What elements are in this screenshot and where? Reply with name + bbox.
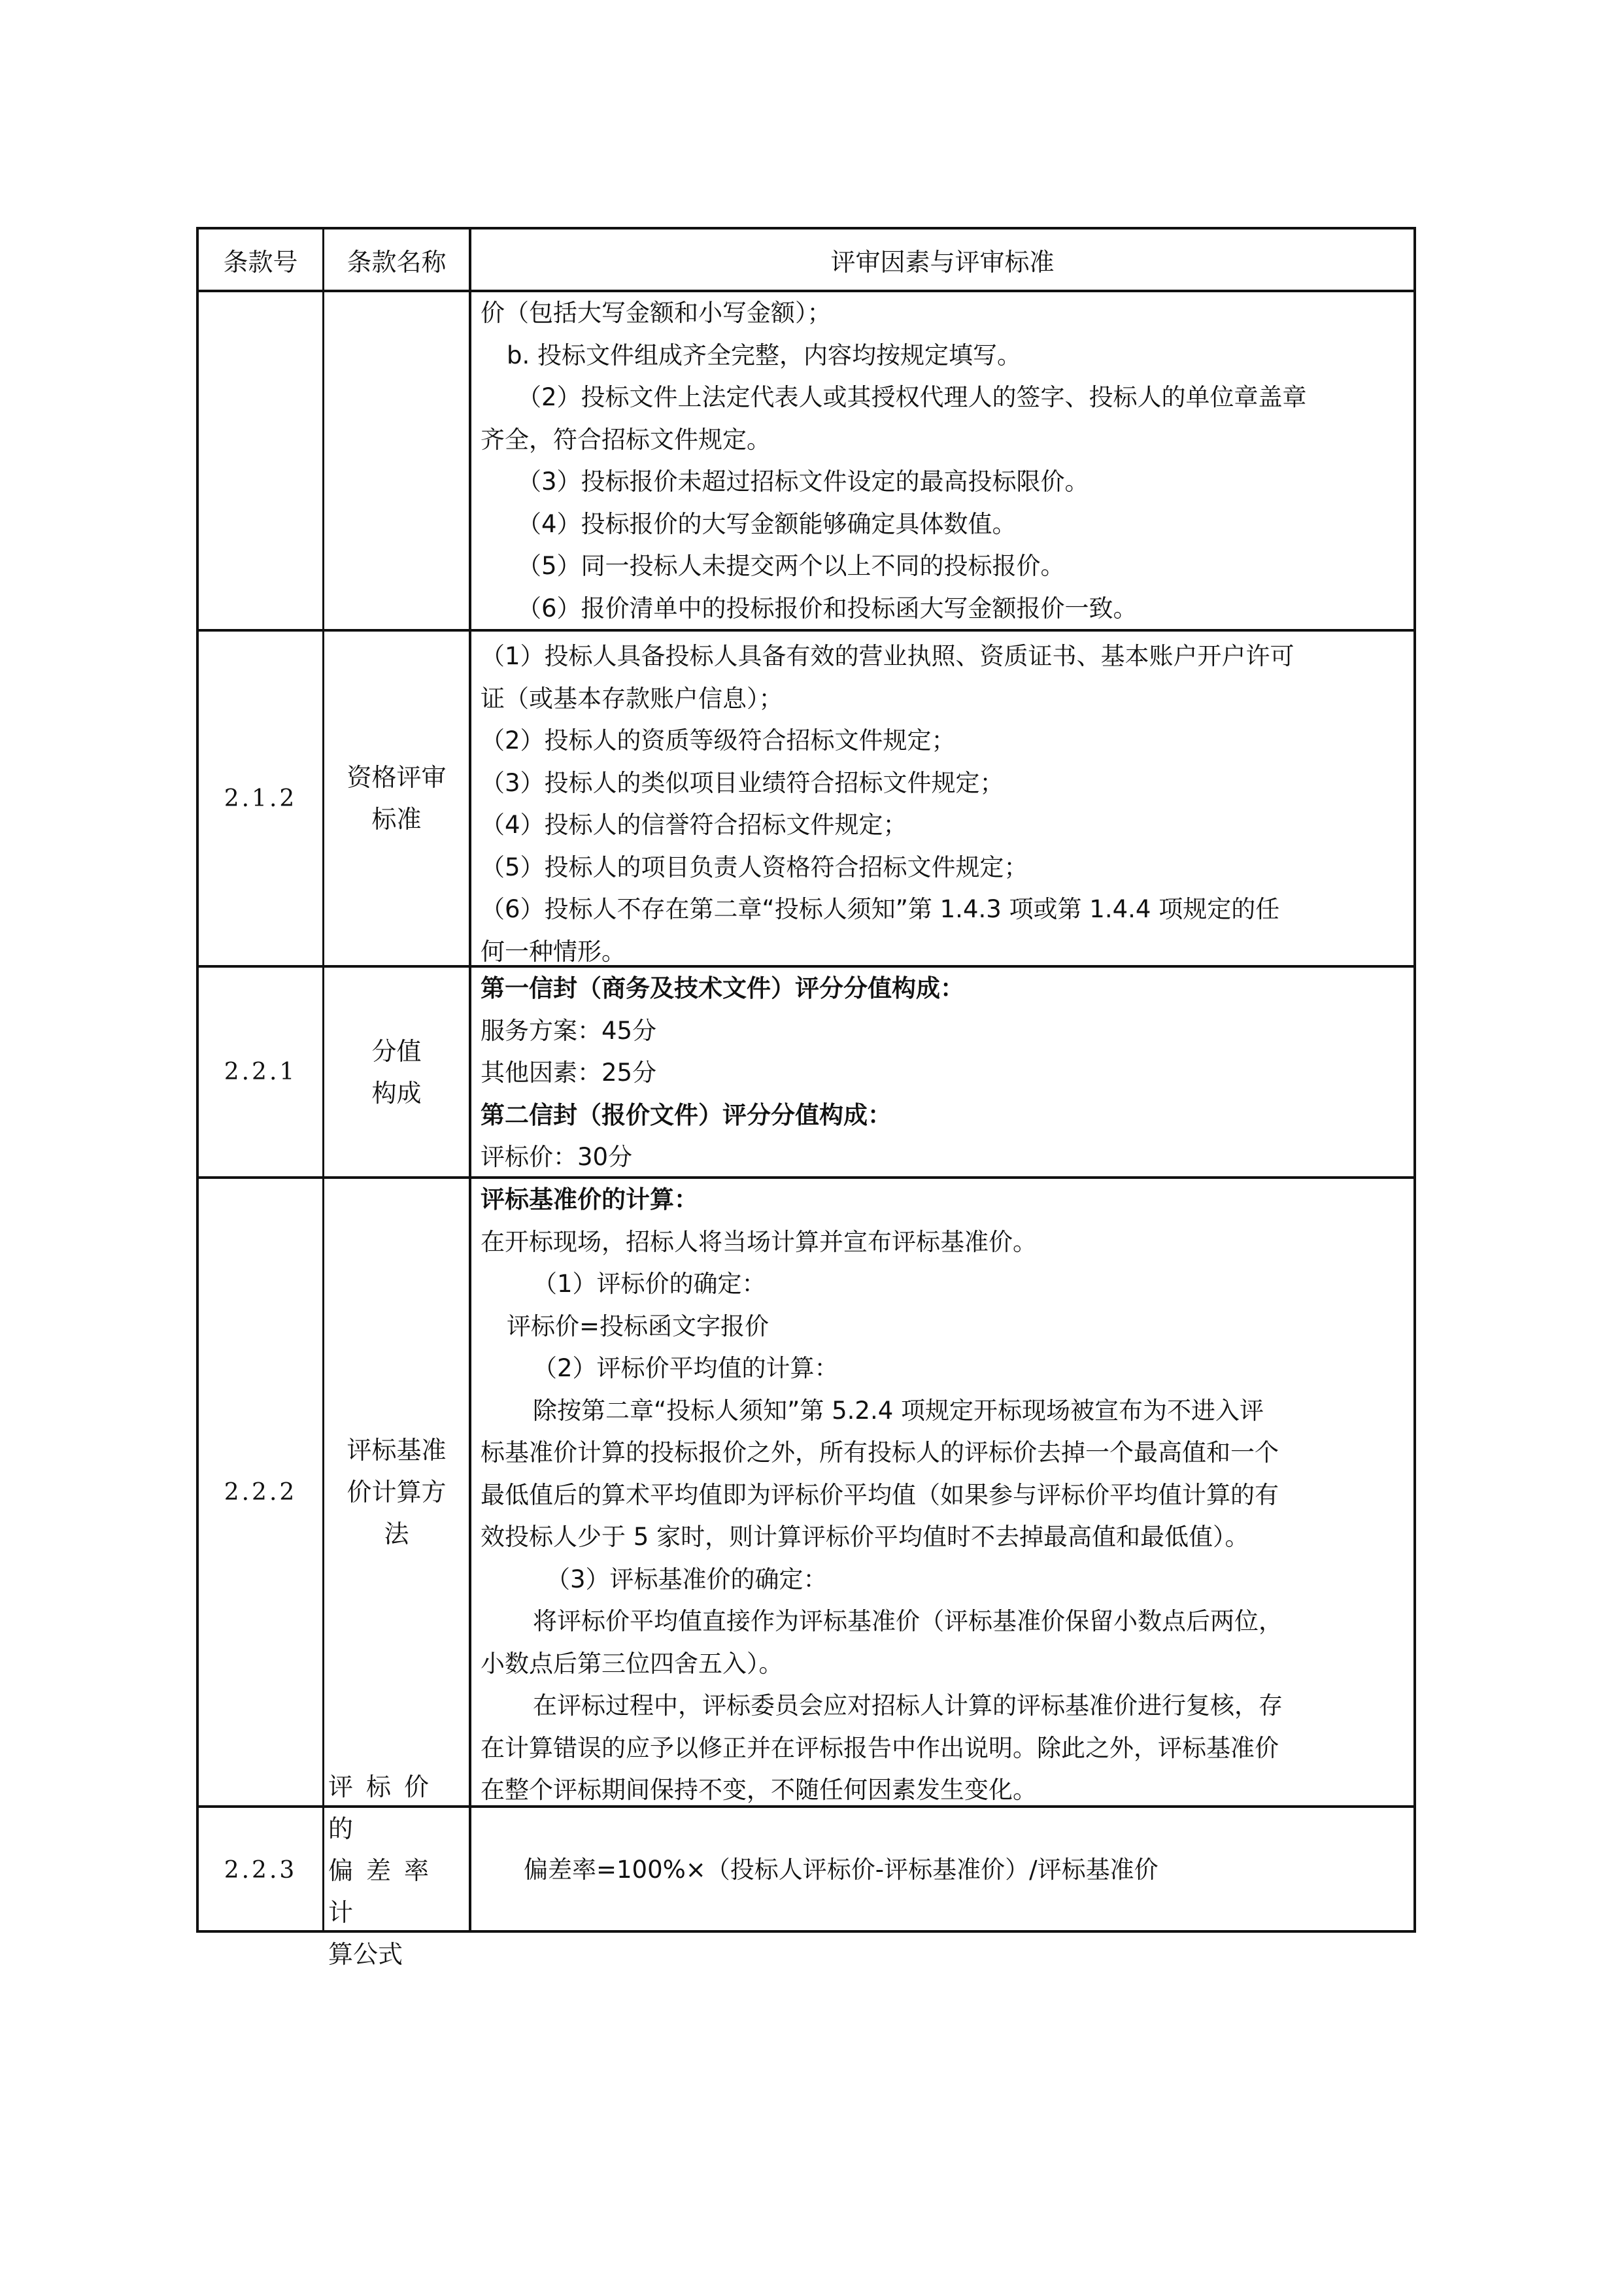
criteria-line: （6）投标人不存在第二章“投标人须知”第 1.4.3 项或第 1.4.4 项规定的任 <box>481 895 1280 923</box>
clause-name-line: 构成 <box>371 1078 422 1108</box>
criteria-line: 评标价=投标函文字报价 <box>507 1312 770 1340</box>
criteria-line: 在评标过程中，评标委员会应对招标人计算的评标基准价进行复核，存 <box>533 1691 1283 1720</box>
clause-no-cell <box>199 968 324 1176</box>
criteria-cell <box>471 632 1413 965</box>
criteria-cell <box>471 968 1413 1176</box>
criteria-heading: 第一信封（商务及技术文件）评分分值构成： <box>481 974 964 1002</box>
criteria-line: 齐全，符合招标文件规定。 <box>481 425 771 454</box>
clause-name-cell <box>324 292 471 629</box>
criteria-heading: 第二信封（报价文件）评分分值构成： <box>481 1100 892 1129</box>
criteria-line: 小数点后第三位四舍五入）。 <box>481 1649 783 1678</box>
table-row <box>199 1179 1413 1808</box>
clause-name <box>339 756 454 840</box>
evaluation-criteria-table <box>196 227 1416 1969</box>
clause-no: 2.2.3 <box>224 1857 297 1884</box>
clause-name <box>339 1429 454 1555</box>
clause-name-cell <box>324 632 471 965</box>
clause-name-line: 标准 <box>371 805 422 834</box>
table-row <box>199 632 1413 968</box>
criteria-line: 效投标人少于 5 家时，则计算评标价平均值时不去掉最高值和最低值）。 <box>481 1523 1249 1551</box>
header-cell-clause-name <box>324 229 471 290</box>
clause-name-line: 法 <box>384 1520 409 1548</box>
clause-no: 2.2.2 <box>224 1478 297 1506</box>
criteria-line: （2）投标人的资质等级符合招标文件规定； <box>481 726 956 755</box>
criteria-line: （1）评标价的确定： <box>533 1270 766 1298</box>
header-clause-name: 条款名称 <box>347 247 447 277</box>
header-criteria: 评审因素与评审标准 <box>830 247 1055 277</box>
header-cell-clause-no <box>199 229 324 290</box>
criteria-line: 将评标价平均值直接作为评标基准价（评标基准价保留小数点后两位， <box>533 1607 1283 1635</box>
clause-name-line: 偏差率计 <box>328 1856 443 1927</box>
clause-name-cell <box>324 968 471 1176</box>
clause-no-cell <box>199 1179 324 1805</box>
criteria-line: （4）投标人的信誉符合招标文件规定； <box>481 811 907 839</box>
table-row <box>199 292 1413 632</box>
clause-name-cell <box>324 1772 471 1969</box>
criteria-line: 在计算错误的应予以修正并在评标报告中作出说明。除此之外，评标基准价 <box>481 1733 1279 1762</box>
criteria-line: b. 投标文件组成齐全完整，内容均按规定填写。 <box>507 341 1022 369</box>
header-clause-no: 条款号 <box>223 247 298 277</box>
clause-no-cell <box>199 632 324 965</box>
criteria-line: （5）投标人的项目负责人资格符合招标文件规定； <box>481 853 1028 881</box>
criteria-heading: 评标基准价的计算： <box>481 1185 698 1214</box>
clause-name-cell <box>324 1179 471 1805</box>
criteria-line: （2）投标文件上法定代表人或其授权代理人的签字、投标人的单位章盖章 <box>517 383 1307 411</box>
criteria-line: 在开标现场，招标人将当场计算并宣布评标基准价。 <box>481 1227 1037 1256</box>
clause-no: 2.1.2 <box>224 785 297 812</box>
criteria-line: （2）评标价平均值的计算： <box>533 1354 839 1382</box>
criteria-line: 在整个评标期间保持不变，不随任何因素发生变化。 <box>481 1776 1037 1804</box>
criteria-line: 其他因素：25分 <box>481 1059 657 1087</box>
clause-name-line: 评标价的 <box>328 1772 443 1843</box>
clause-no-cell <box>199 292 324 629</box>
criteria-line: （3）投标人的类似项目业绩符合招标文件规定； <box>481 768 1004 797</box>
clause-name-line: 价计算方 <box>347 1478 447 1506</box>
criteria-line: 标基准价计算的投标报价之外，所有投标人的评标价去掉一个最高值和一个 <box>481 1438 1279 1467</box>
criteria-line: 服务方案：45分 <box>481 1016 657 1045</box>
criteria-cell <box>471 1179 1413 1805</box>
criteria-line: 除按第二章“投标人须知”第 5.2.4 项规定开标现场被宣布为不进入评 <box>533 1396 1264 1425</box>
criteria-line: （6）报价清单中的投标报价和投标函大写金额报价一致。 <box>517 594 1138 622</box>
deviation-rate-formula: 偏差率=100%×（投标人评标价-评标基准价）/评标基准价 <box>524 1856 1159 1884</box>
clause-no: 2.2.1 <box>224 1059 297 1085</box>
criteria-line: （1）投标人具备投标人具备有效的营业执照、资质证书、基本账户开户许可 <box>481 642 1294 670</box>
clause-name <box>324 1766 469 1975</box>
clause-name-line: 算公式 <box>328 1939 403 1969</box>
criteria-line: 证（或基本存款账户信息）； <box>481 684 783 713</box>
clause-name-line: 评标基准 <box>347 1436 447 1465</box>
clause-name-line: 分值 <box>371 1036 422 1066</box>
criteria-line: （3）投标报价未超过招标文件设定的最高投标限价。 <box>517 467 1089 496</box>
criteria-line: 评标价：30分 <box>481 1143 633 1171</box>
criteria-line: 最低值后的算术平均值即为评标价平均值（如果参与评标价平均值计算的有 <box>481 1480 1279 1509</box>
criteria-line: 价（包括大写金额和小写金额）； <box>481 299 832 327</box>
clause-no-cell <box>199 1808 324 1933</box>
criteria-cell <box>471 292 1413 629</box>
clause-name <box>364 1030 429 1114</box>
criteria-line: （5）同一投标人未提交两个以上不同的投标报价。 <box>517 552 1065 580</box>
header-cell-criteria <box>471 229 1413 290</box>
criteria-cell <box>471 1808 1413 1933</box>
criteria-line: （3）评标基准价的确定： <box>546 1565 828 1593</box>
table-header-row <box>199 229 1413 292</box>
criteria-line: （4）投标报价的大写金额能够确定具体数值。 <box>517 509 1017 538</box>
table-row <box>199 968 1413 1179</box>
clause-name-line: 资格评审 <box>347 763 447 792</box>
criteria-line: 何一种情形。 <box>481 937 626 966</box>
